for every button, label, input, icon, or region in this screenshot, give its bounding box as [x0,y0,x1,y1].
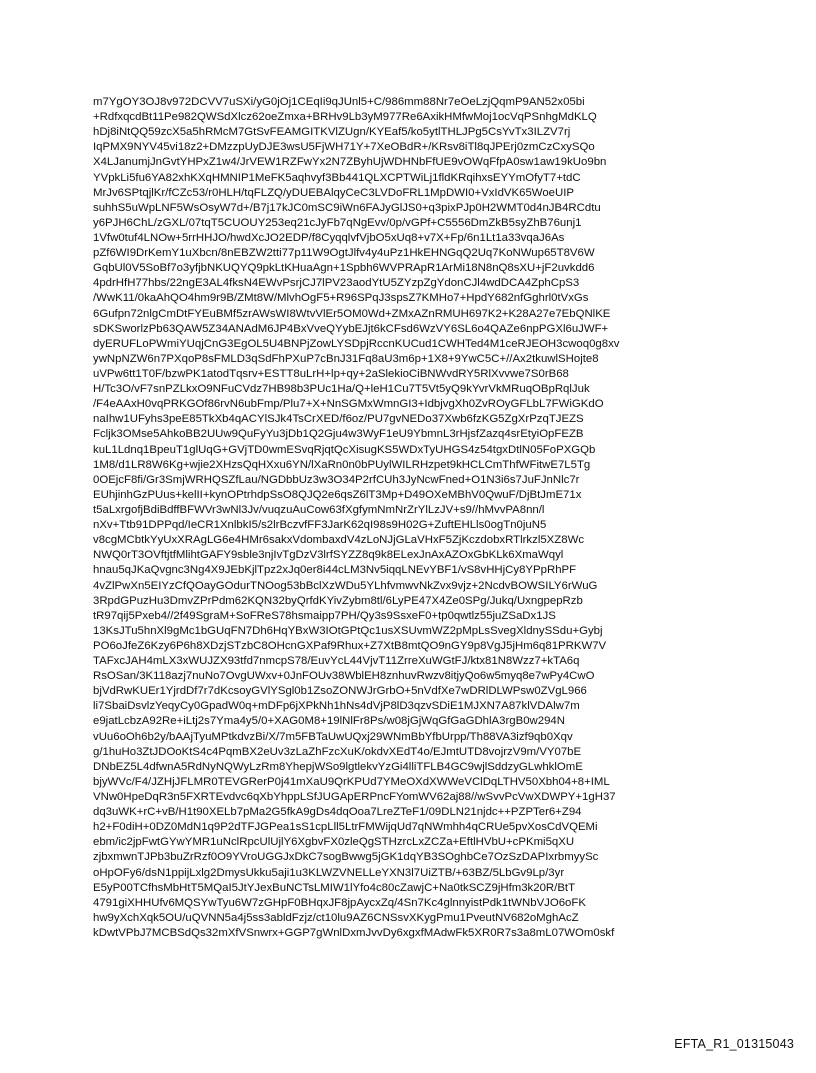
text-line: 13KsJTu5hnXl9gMc1bGUqFN7Dh6HqYBxW3IOtGPtQc1usXSUvmWZ2pMpLsSvegXldnySSdu+Gybj [93,624,603,637]
text-line: uVPw6tt1T0F/bzwPK1atodTqsrv+ESTT8uLrH+lp+qy+2aSlekioCiBNWvdRY5RlXvvwe7S0rB68 [93,367,569,380]
text-line: MrJv6SPtqjlKr/fCZc53/r0HLH/tqFLZQ/yDUEBAlqyCeC3LVDoFRL1MpDWI0+VxIdVK65WoeUIP [93,186,574,199]
text-line: 4791giXHHUfv6MQSYwTyu6W7zGHpF0BHqxJF8jpAycxZq/4Sn7Kc4glnnyistPdk1tWNbVJO6oFK [93,896,586,909]
text-line: pZf6WI9DrKemY1uXbcn/8nEBZW2tti77p11W9OgtJlfv4y4uPz1HkEHNGqQ2Uq7KoNWup65T8V6W [93,247,595,260]
text-line: 4vZlPwXn5EIYzCfQOayGOdurTNOog53bBclXzWDu5YLhfvmwvNkZvx9vjz+2NcdvBOWSILY6rWuG [93,579,598,592]
text-line: dq3uWK+rC+vB/H1t90XELb7pMa2G5fkA9gDs4dqOoa7LreZTeF1/09DLN21njdc++PZPTer6+Z94 [93,806,582,819]
document-id-label: EFTA_R1_01315043 [674,1037,794,1051]
text-line: hw9yXchXqk5OU/uQVNN5a4j5ss3abldFzjz/ct10lu9AZ6CNSsvXKygPmu1PveutNV682oMghAcZ [93,911,579,924]
text-line: TAFxcJAH4mLX3xWUJZX93tfd7nmcpS78/EuvYcL44VjvT11ZrreXuWGtFJ/ktx81N8Wzz7+kTA6q [93,655,580,668]
text-line: kDwtVPbJ7MCBSdQs32mXfVSnwrx+GGP7gWnlDxmJvvDy6xgxfMAdwFk5XR0R7s3a8mL07WOm0skf [93,927,615,940]
text-line: g/1huHo3ZtJDOoKtS4c4PqmBX2eUv3zLaZhFzcXuK/okdvXEdT4o/EJmtUTD8vojrzV9m/VY07bE [93,745,582,758]
text-line: bjyWVc/F4/JZHjJFLMR0TEVGRerP0j41mXaU9QrKPUd7YMeOXdXWWeVClDqLTHV50Xbh04+8+IML [93,775,610,788]
text-line: dyERUFLoPWmiYUqjCnG3EgOL5U4BNPjZowLYSDpjRccnKUCud1CWHTed4M1ceRJEOH3cwoq0g8xv [93,337,620,350]
text-line: +RdfxqcdBt11Pe982QWSdXlcz62oeZmxa+BRHv9Lb3yM977Re6AxikHMfwMoj1ocVqPSnhgMdKLQ [93,111,597,124]
text-line: DNbEZ5L4dfwnA5RdNyNQWyLzRm8YhepjWSo9lgtlekvYzGi4lliTFLB4GC9wjlSddzyGLwhklOmE [93,760,583,773]
text-line: hnau5qJKaQvgnc3Ng4X9JEbKjlTpz2xJq0er8i44cLM3Nv5iqqLNEvYBF1/vS8vHHjCy8YPpRhPF [93,564,577,577]
text-line: E5yP00TCfhsMbHtT5MQaI5JtYJexBuNCTsLMIW1lYfo4c80cZawjC+Na0tkSCZ9jHfm3k20R/BtT [93,881,576,894]
text-line: GqbUl0V5SoBf7o3yfjbNKUQYQ9pkLtKHuaAgn+1Spbh6WVPRApR1ArMi18N8nQ8sXU+jF2uvkdd6 [93,262,595,275]
text-line: 4pdrHfH77hbs/22ngE3AL4fksN4EWvPsrjCJ7lPV23aodYtU5ZYzpZgYdonCJl4wdDCA4ZphCpS3 [93,277,580,290]
text-line: v8cgMCbtkYyUxXRAgLG6e4HMr6sakxVdombaxdV4zLoNJjGLaVHxF5ZjKczdobxRTlrkzl5XZ8Wc [93,534,585,547]
text-line: EUhjinhGzPUus+kelII+kynOPtrhdpSsO8QJQ2e6qsZ6lT3Mp+D49OXeMBhV0QwuF/DjBtJmE71x [93,488,582,501]
text-line: tR97qij5Pxeb4//2f49SgraM+SoFReS78hsmaipp7PH/Qy3s9SsxeF0+tp0qwtlz55juZSaDx1JS [93,609,556,622]
text-line: NWQ0rT3OVftjtfMlihtGAFY9sble3njIvTgDzV3lrfSYZZ8q9k8ELexJnAxAZOxGbKLk6XmaWqyl [93,549,564,562]
text-line: H/Tc3O/vF7snPZLkxO9NFuCVdz7HB98b3PUc1Ha/Q+leH1Cu7T5Vt5yQ9kYvrVkMRuqOBpRqlJuk [93,383,590,396]
text-line: y6PJH6ChL/zGXL/07tqT5CUOUY253eq21cJyFb7qNgEvv/0p/vGPf+C5556DmZkB5syZhB76unj1 [93,216,582,229]
text-line: /F4eAAxH0vqPRKGOf86rvN6ubFmp/Plu7+X+NnSGMxWmnGI3+IdbjvgXh0ZvROyGFLbL7FWiGKdO [93,398,604,411]
text-line: nXv+Ttb91DPPqd/IeCR1XnlbkI5/s2lrBczvfFF3JarK62qI98s9H02G+ZuftEHLls0ogTn0juN5 [93,519,547,532]
text-line: X4LJanumjJnGvtYHPxZ1w4/JrVEW1RZFwYx2N7ZByhUjWDHNbFfUE9vOWqFfpA0sw1aw19kUo9bn [93,156,607,169]
text-line: 1M8/d1LR8W6Kg+wjie2XHzsQqHXxu6YN/lXaRn0n0bPUylWILRHzpet9kHCLCmThfWFitwE7L5Tg [93,458,591,471]
text-line: h2+F0diH+0DZ0MdN1q9P2dTFJGPea1sS1cpLll5LtrFMWijqUd7qNWmhh4qCRUe5pvXosCdVQEMi [93,821,598,834]
text-line: 1Vfw0tuf4LNOw+5rrHHJO/hwdXcJO2EDP/f8CyqqlvfVjbO5xUq8+v7X+Fp/6n1Lt1a33vqaJ6As [93,231,565,244]
text-line: e9jatLcbzA92Re+iLtj2s7Yma4y5/0+XAG0M8+19lNlFr8Ps/w08jGjWqGfGaGDhlA3rgB0w294N [93,715,565,728]
text-line: sDKSworlzPb63QAW5Z34ANAdM6JP4BxVveQYybEJjt6kCFsd6WzVY6SL6o4QAZe6npPGXl6uJWF+ [93,322,609,335]
text-line: 0OEjcF8fi/Gr3SmjWRHQSZfLau/NGDbbUz3w3O34P2rfCUh3JyNcwFned+O1N3i6s7JuFJnNlc7r [93,473,580,486]
text-line: zjbxmwnTJPb3buZrRzf0O9YVroUGGJxDkC7sogBwwg5jGK1dqYB3SOghbCe7OzSzDAPIxrbmyySc [93,851,599,864]
text-line: hDj8iNtQQ59zcX5a5hRMcM7GtSvFEAMGITKVlZUgn/KYEaf5/ko5ytlTHLJPg5CsYvTx3ILZV7rj [93,126,571,139]
text-line: li7SbaiDsvlzYeqyCy0GpadW0q+mDFp6jXPkNh1hNs4dVjP8lD3qzvSDiE1MJXN7A87klVDAlw7m [93,700,580,713]
text-line: kuL1Ldnq1BpeuT1glUqG+GVjTD0wmESvqRjqtQcXisugKS5WDxTyUHGS4z54tgxDtlN05FoPXGQb [93,443,596,456]
encoded-text-block [93,95,733,941]
text-line: ywNpNZW6n7PXqoP8sFMLD3qSdFhPXuP7cBnJ31Fq8aU3m6p+1X8+9YwC5C+//Ax2tkuwlSHojte8 [93,352,599,365]
text-line: RsOSan/3K118azj7nuNo7OvgUWxv+0JnFOUv38WblEH8znhuvRwzv8itjyQo6w5myq8e7wPy4CwO [93,670,595,683]
text-line: naIhw1UFyhs3peE85TkXb4qACYlSJk4TsCrXED/f6oz/PU7gvNEDo37Xwb6fzKG5ZgXrPzqTJEZS [93,413,584,426]
text-line: YVpkLi5fu6YA82xhKXqHMNIP1MeFK5aqhvyf3Bb441QLXCPTWiLj1fldKRqihxsEYYmOfyT7+tdC [93,171,581,184]
text-line: Fcljk3OMse5AhkoBB2UUw9QuFyYu3jDb1Q2Gju4w3WyF1eU9YbmnL3rHjsfZazq4srEtyiOpFEZB [93,428,584,441]
text-line: ebm/ic2jpFwtGYwYMR1uNclRpcUlUjlY6XgbvFX0zleQgSTHzrcLxZCZa+EftlHVbU+cPKmi5qXU [93,836,575,849]
text-line: VNw0HpeDqR3n5FXRTEvdvc6qXbYhppLSfJUGApERPncFYomWV62aj88//wSvvPcVwXDWPY+1gH37 [93,791,616,804]
text-line: vUu6oOh6b2y/bAAjTyuMPtkdvzBi/X/7m5FBTaUwUQxj29WNmBbYfbUrpp/Th88VA3izf9qb0Xqv [93,730,573,743]
text-line: oHpOFy6/dsN1ppijLxlg2DmysUkku5aji1u3KLWZVNELLeYXN3l7UiZTB/+63BZ/5LbGv9Lp/3yr [93,866,565,879]
text-line: bjVdRwKUEr1YjrdDf7r7dKcsoyGVlYSgl0b1ZsoZONWJrGrbO+5nVdfXe7wDRlDLWPsw0ZVgL966 [93,685,587,698]
text-line: 3RpdGPuzHu3DmvZPrPdm62KQN32byQrfdKYivZybm8tl/6LyPE47X4Ze0SPg/Jukq/UxngpepRzb [93,594,583,607]
text-line: IqPMX9NYV45vi18z2+DMzzpUyDJE3wsU5FjWH71Y+7XeOBdR+/KRsv8iTl8qJPErj0zmCzCxySQo [93,141,595,154]
text-line: /WwK11/0kaAhQO4hm9r9B/ZMt8W/MlvhOgF5+R96SPqJ3spsZ7KMHo7+HpdY682nfGghrl0tVxGs [93,292,589,305]
text-line: PO6oJfeZ6Kzy6P6h8XDzjSTzbC8OHcnGXPaf9Rhux+Z7XtB8mtQO9nGY9p8VgJ5jHm6q81PRKW7V [93,639,607,652]
text-line: 6Gufpn72nlgCmDtFYEuBMf5zrAWsWI8WtvVlEr5OM0Wd+ZMxAZnRMUH697K2+K28A27e7EbQNlKE [93,307,611,320]
text-line: suhhS5uWpLNF5WsOsyW7d+/B7j17kJC0mSC9iWn6FAJyGlJS0+q3pixPJp0H2WMT0d4nJB4RCdtu [93,201,601,214]
text-line: t5aLxrgofjBdiBdffBFWVr3wNl3Jv/vuqzuAuCow63fXgfymNmNrZrYlLzJV+s9//hMvvPA8nn/l [93,503,545,516]
text-line: m7YgOY3OJ8v972DCVV7uSXi/yG0jOj1CEqIi9qJUnl5+C/986mm88Nr7eOeLzjQqmP9AN52x05bi [93,96,585,108]
